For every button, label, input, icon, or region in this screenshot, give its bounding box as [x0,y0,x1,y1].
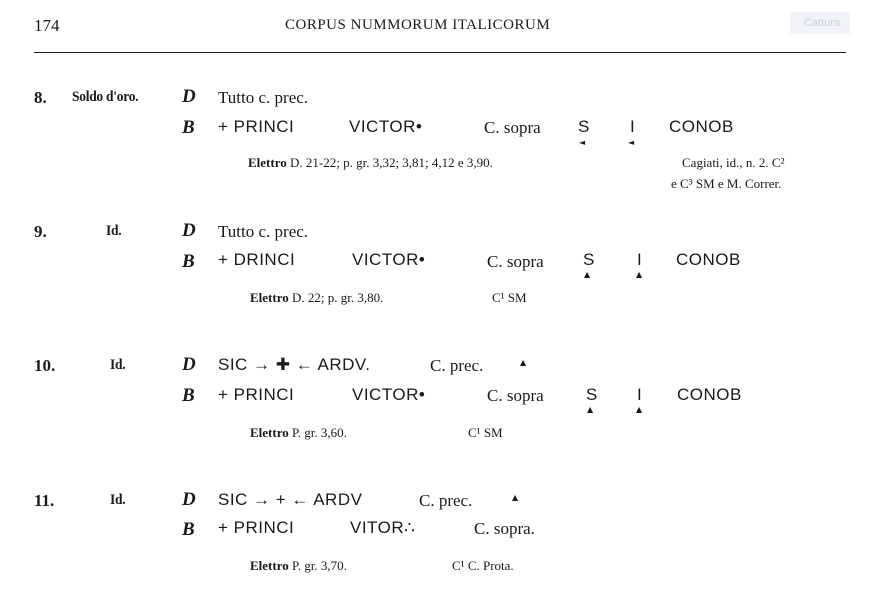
field-letter-i: I [637,385,643,404]
reverse-symbol: B [182,385,195,406]
reverse-note: C. sopra [487,252,544,271]
metal: Elettro [250,425,289,440]
obverse-symbol: D [182,354,196,375]
entry-number: 8. [34,88,47,107]
field-letter-s: S [586,385,598,404]
page-number: 174 [34,16,60,35]
reverse-legend-right: CONOB [677,385,742,404]
denomination: Id. [110,357,126,373]
reverse-note: C. sopra. [474,519,535,538]
reverse-legend-mid: VICTOR• [352,250,426,269]
reverse-legend-mid: VICTOR• [349,117,423,136]
denomination: Soldo d'oro. [72,89,139,105]
reverse-symbol: B [182,117,195,138]
obverse-legend: SIC → ✚ ← ARDV. [218,355,371,374]
triangle-marker: ▲ [636,270,643,279]
field-letter-i: I [637,250,643,269]
source-reference: Cagiati, id., n. 2. C² [682,155,785,170]
denomination: Id. [106,223,122,239]
denomination: Id. [110,492,126,508]
obverse-symbol: D [182,220,196,241]
entry-number: 9. [34,222,47,241]
triangle-marker: ▲ [587,405,594,414]
header-rule [34,52,846,53]
metal-details [250,290,383,306]
triangle-marker: ▲ [512,493,519,502]
metal: Elettro [248,155,287,170]
metal-details [250,558,347,574]
weight-details: D. 21-22; p. gr. 3,32; 3,81; 4,12 e 3,90. [290,155,493,170]
metal-details [248,155,493,171]
triangle-marker: ▲ [636,405,643,414]
reverse-symbol: B [182,519,195,540]
source-reference: C¹ SM [492,290,527,305]
obverse-symbol: D [182,489,196,510]
obverse-note: C. prec. [419,491,473,510]
field-letter-s: S [578,117,590,136]
obverse-description: Tutto c. prec. [218,222,309,241]
left-marker: ◄ [579,138,586,147]
metal-details [250,425,347,441]
metal: Elettro [250,290,289,305]
weight-details: P. gr. 3,60. [292,425,347,440]
triangle-marker: ▲ [584,270,591,279]
reverse-legend-left: + PRINCI [218,117,295,136]
reverse-legend-left: + PRINCI [218,385,295,404]
running-title: CORPUS NUMMORUM ITALICORUM [285,17,551,33]
reverse-legend-right: CONOB [669,117,734,136]
field-letter-s: S [583,250,595,269]
reverse-legend-left: + DRINCI [218,250,296,269]
reverse-legend-mid: VICTOR• [352,385,426,404]
reverse-legend-right: CONOB [676,250,741,269]
reverse-note: C. sopra [484,118,541,137]
source-reference: C¹ C. Prota. [452,558,514,573]
reverse-legend-left: + PRINCI [218,518,295,537]
obverse-note: C. prec. [430,356,484,375]
reverse-symbol: B [182,251,195,272]
metal: Elettro [250,558,289,573]
reverse-note: C. sopra [487,386,544,405]
capture-watermark: Cattura [790,12,850,34]
field-letter-i: I [630,117,636,136]
weight-details: P. gr. 3,70. [292,558,347,573]
triangle-marker: ▲ [520,358,527,367]
weight-details: D. 22; p. gr. 3,80. [292,290,384,305]
source-reference: e C³ SM e M. Correr. [671,176,782,191]
obverse-legend: SIC → + ← ARDV [218,490,363,509]
obverse-symbol: D [182,86,196,107]
entry-number: 10. [34,356,56,375]
source-reference: C¹ SM [468,425,503,440]
left-marker: ◄ [628,138,635,147]
reverse-legend-mid: VITOR∴ [350,518,416,537]
obverse-description: Tutto c. prec. [218,88,309,107]
entry-number: 11. [34,491,55,510]
